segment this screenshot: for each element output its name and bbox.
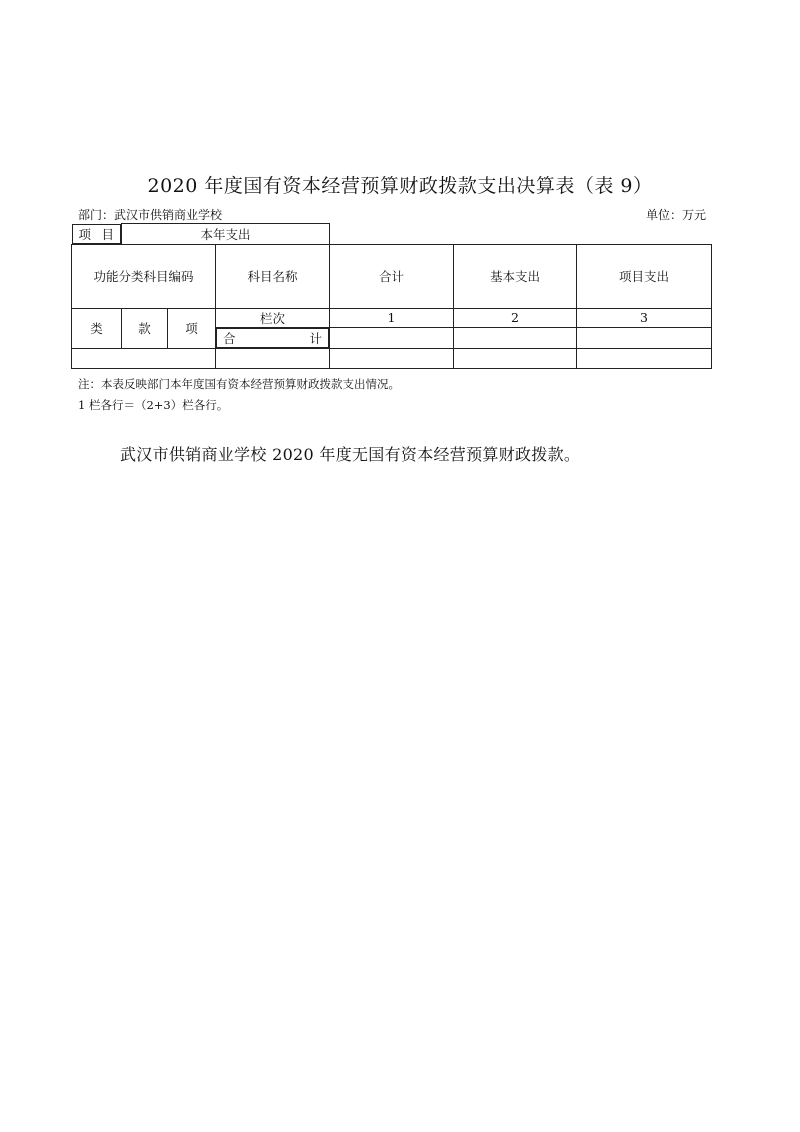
note-line-1: 注：本表反映部门本年度国有资本经营预算财政拨款支出情况。 [78, 377, 400, 391]
sub-xiang: 项 [168, 308, 216, 348]
heji-left: 合 [223, 330, 236, 346]
heji-right: 计 [309, 330, 323, 346]
note-line-2: 1 栏各行＝（2+3）栏各行。 [78, 398, 229, 412]
heji-basic-cell [454, 327, 577, 348]
report-title: 2020 年度国有资本经营预算财政拨款支出决算表（表 9） [147, 175, 653, 197]
unit-label: 单位：万元 [645, 208, 706, 222]
table-notes [78, 374, 400, 416]
table-row [72, 348, 712, 368]
report-meta [78, 206, 710, 223]
empty-project-cell [577, 348, 712, 368]
expenditure-table [71, 223, 712, 369]
statement-text: 武汉市供销商业学校 2020 年度无国有资本经营预算财政拨款。 [120, 445, 581, 464]
header-mu: 目 [101, 226, 114, 242]
empty-basic-cell [454, 348, 577, 368]
col-project: 项目支出 [577, 244, 712, 308]
heji-project-cell [577, 327, 712, 348]
sub-kuan: 款 [122, 308, 168, 348]
row-lanci-label: 栏次 [216, 308, 330, 327]
col-subject-name: 科目名称 [216, 244, 330, 308]
heji-total-cell [330, 327, 454, 348]
col-basic: 基本支出 [454, 244, 577, 308]
department-label: 部门：武汉市供销商业学校 [78, 208, 223, 222]
row-heji-label [216, 328, 329, 348]
header-current-year: 本年支出 [122, 224, 330, 245]
lanci-value-1: 1 [330, 308, 454, 327]
header-xiang: 项 [78, 226, 92, 242]
lanci-value-3: 3 [577, 308, 712, 327]
lanci-value-2: 2 [454, 308, 577, 327]
empty-name-cell [216, 348, 330, 368]
empty-code-cell [72, 348, 216, 368]
sub-lei: 类 [72, 308, 122, 348]
col-total: 合计 [330, 244, 454, 308]
header-xiang-mu [72, 224, 122, 244]
empty-total-cell [330, 348, 454, 368]
col-function-code: 功能分类科目编码 [72, 244, 216, 308]
